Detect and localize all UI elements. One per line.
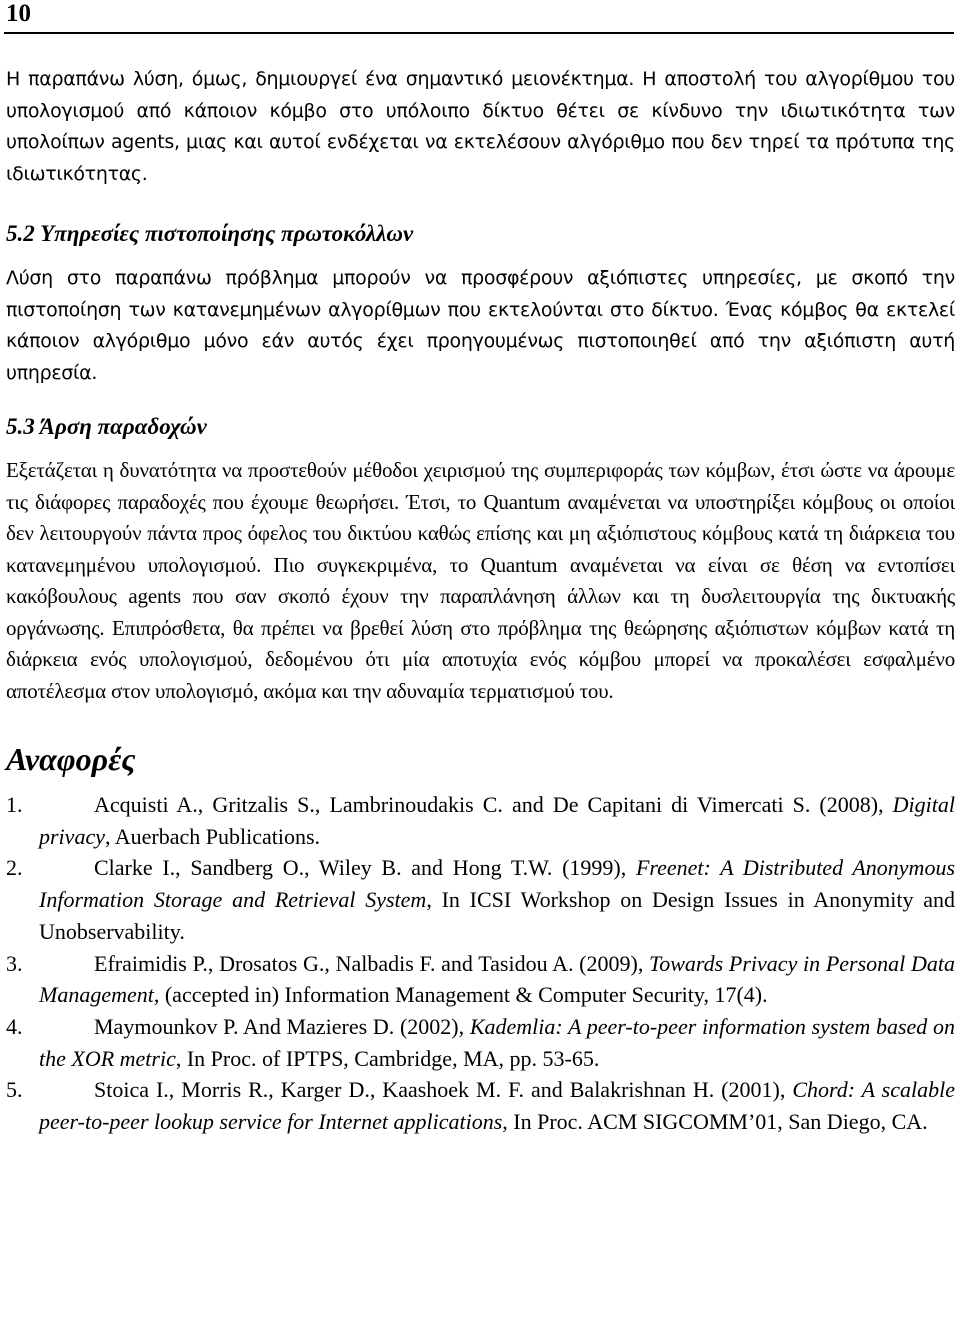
reference-authors: Clarke I., Sandberg O., Wiley B. and Hong T.W. (1999),: [94, 855, 636, 881]
reference-authors: Acquisti A., Gritzalis S., Lambrinoudakis C. and De Capitani di Vimercati S. (2008),: [94, 792, 893, 817]
reference-authors: Stoica I., Morris R., Karger D., Kaashoek M. F. and Balakrishnan H. (2001),: [94, 1077, 793, 1103]
reference-title: Towards Privacy in Personal Data Management: [39, 950, 956, 1008]
reference-title: Digital privacy: [39, 792, 955, 849]
page-number: 10: [6, 0, 31, 27]
reference-item: [6, 1074, 955, 1137]
paragraph-intro: Η παραπάνω λύση, όμως, δημιουργεί ένα σημαντικό μειονέκτημα. Η αποστολή του αλγορίθμου του υπολογισμού από κάποιον κόμβο στο υπόλοιπο δίκτυο θέτει σε κίνδυνο την ιδιωτικότητα των υπολοίπων agents, μιας και αυτοί ενδέχεται να εκτελέσουν αλγόριθμο που δεν τηρεί τα πρότυπα της ιδιωτικότητας.: [6, 68, 955, 185]
paragraph-5-2: Λύση στο παραπάνω πρόβλημα μπορούν να προσφέρουν αξιόπιστες υπηρεσίες, με σκοπό την πιστοποίηση των κατανεμημένων αλγορίθμων που εκτελούνται στο δίκτυο. Ένας κόμβος θα εκτελεί κάποιον αλγόριθμο μόνο εάν αυτός έχει προηγουμένως πιστοποιηθεί από την αξιόπιστη αυτή υπηρεσία.: [6, 267, 955, 384]
reference-item: [6, 948, 955, 1011]
reference-number: 5.: [6, 1077, 23, 1103]
references-heading: Αναφορές: [6, 741, 136, 777]
section-heading-5-3: 5.3 Άρση παραδοχών: [6, 414, 207, 439]
reference-item: [6, 1011, 955, 1074]
reference-item: [6, 789, 955, 852]
reference-authors: Maymounkov P. And Mazieres D. (2002),: [94, 1013, 470, 1039]
reference-number: 3.: [6, 950, 23, 976]
paragraph-5-3: Εξετάζεται η δυνατότητα να προστεθούν μέθοδοι χειρισμού της συμπεριφοράς των κόμβων, έτσι ώστε να άρουμε τις διάφορες παραδοχές που έχουμε θεωρήσει. Έτσι, το Quantum αναμένεται να υποστηρίξει κόμβους οι οποίοι δεν λειτουργούν πάντα προς όφελος του δικτύου καθώς επίσης και μη αξιόπιστους κόμβους κατά τη διάρκεια του κατανεμημένου υπολογισμού. Πιο συγκεκριμένα, το Quantum αναμένεται να είναι σε θέση να εντοπίσει κακόβουλους agents που σαν σκοπό έχουν την παραπλάνηση άλλων και τη δυσλειτουργία της δικτυακής οργάνωσης. Επιπρόσθετα, θα πρέπει να βρεθεί λύση στο πρόβλημα της θεώρησης αξιόπιστων κόμβων κατά τη διάρκεια ενός υπολογισμού, δεδομένου ότι μία αποτυχία ενός κόμβου μπορεί να προκαλέσει εσφαλμένο αποτέλεσμα στον υπολογισμό, ακόμα και την αδυναμία τερματισμού του.: [6, 458, 955, 703]
reference-number: 2.: [6, 855, 23, 881]
reference-authors: Efraimidis P., Drosatos G., Nalbadis F. and Tasidou A. (2009),: [94, 950, 650, 976]
page-header: [4, 0, 954, 34]
reference-details: , Auerbach Publications.: [104, 823, 321, 849]
page-body: [6, 64, 955, 1138]
reference-title: Freenet: A Distributed Anonymous Information Storage and Retrieval System: [39, 855, 956, 913]
reference-number: 1.: [6, 792, 23, 817]
reference-item: [6, 852, 955, 947]
reference-details: , (accepted in) Information Management & Computer Security, 17(4).: [153, 982, 768, 1008]
reference-details: , In Proc. ACM SIGCOMM’01, San Diego, CA.: [502, 1109, 928, 1135]
reference-title: Kademlia: A peer-to-peer information system based on the XOR metric: [39, 1013, 955, 1071]
reference-number: 4.: [6, 1013, 23, 1039]
reference-details: , In Proc. of IPTPS, Cambridge, MA, pp. 53-65.: [175, 1045, 600, 1071]
reference-list: [6, 789, 955, 1138]
reference-title: Chord: A scalable peer-to-peer lookup service for Internet applications: [39, 1077, 955, 1135]
reference-details: , In ICSI Workshop on Design Issues in Anonymity and Unobservability.: [39, 887, 955, 944]
section-heading-5-2: 5.2 Υπηρεσίες πιστοποίησης πρωτοκόλλων: [6, 221, 414, 246]
